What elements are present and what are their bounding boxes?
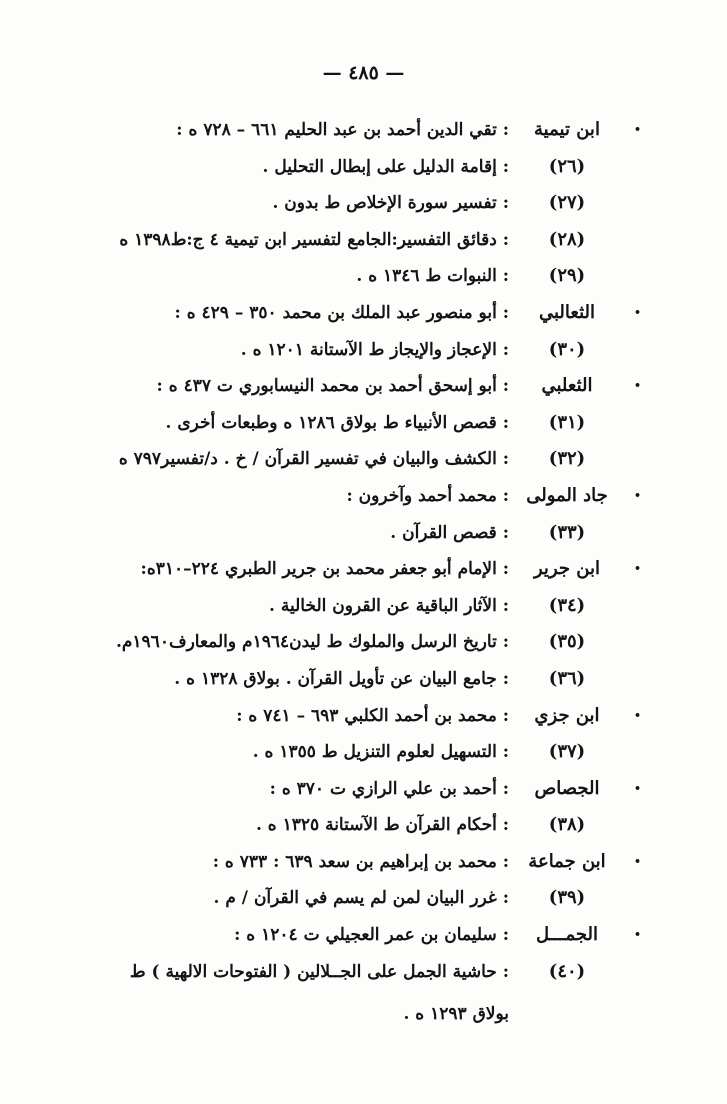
entry-label: • ابن جرير bbox=[503, 551, 631, 587]
entry-text: بولاق ١٢٩٣ ه . bbox=[403, 1004, 509, 1025]
entry-text: : الإعجاز والإيجاز ط الآستانة ١٢٠١ ه . bbox=[240, 339, 509, 360]
entry-row bbox=[0, 624, 727, 661]
entry-row bbox=[0, 880, 727, 917]
entry-label: (٣٦) bbox=[548, 667, 586, 689]
entry-text: : سليمان بن عمر العجيلي ت ١٢٠٤ ه : bbox=[234, 925, 509, 946]
entry-text: : غرر البيان لمن لم يسم في القرآن / م . bbox=[213, 888, 509, 909]
entry-row bbox=[0, 515, 727, 552]
entry-label: (٢٨) bbox=[548, 228, 586, 250]
entry-label: • ابن تيمية bbox=[503, 112, 631, 148]
entry-row bbox=[0, 258, 727, 295]
entry-row bbox=[0, 844, 727, 881]
entry-text: : محمد بن أحمد الكلبي ٦٩٣ – ٧٤١ ه : bbox=[236, 705, 509, 726]
entry-row bbox=[0, 551, 727, 588]
entry-label: (٢٩) bbox=[548, 265, 586, 287]
entry-label: (٣٢) bbox=[548, 448, 586, 470]
entry-row bbox=[0, 441, 727, 478]
entry-text: : النبوات ط ١٣٤٦ ه . bbox=[356, 266, 509, 287]
entry-text: : قصص القرآن . bbox=[390, 522, 509, 543]
entry-text: : الكشف والبيان في تفسير القرآن / خ . د/تفسير٧٩٧ ه bbox=[118, 449, 509, 470]
entry-label: • الثعالبي bbox=[503, 295, 631, 331]
entry-row bbox=[0, 332, 727, 369]
entry-label: • جاد المولى bbox=[503, 478, 631, 514]
entry-row bbox=[0, 917, 727, 954]
entry-label: (٣٩) bbox=[548, 887, 586, 909]
entry-label: (٣٣) bbox=[548, 521, 586, 543]
entry-row bbox=[0, 112, 727, 149]
entry-row-continuation bbox=[0, 990, 727, 1038]
entry-row bbox=[0, 661, 727, 698]
entry-label: (٣٥) bbox=[548, 631, 586, 653]
entry-row bbox=[0, 698, 727, 735]
entry-label: (٢٦) bbox=[548, 155, 586, 177]
entry-label: (٣٤) bbox=[548, 594, 586, 616]
entry-row bbox=[0, 368, 727, 405]
entry-text: : التسهيل لعلوم التنزيل ط ١٣٥٥ ه . bbox=[252, 742, 509, 763]
entry-text: : أبو منصور عبد الملك بن محمد ٣٥٠ – ٤٢٩ ه : bbox=[174, 302, 509, 323]
entry-label: • الجمـــل bbox=[503, 917, 631, 953]
entry-text: : تفسير سورة الإخلاص ط بدون . bbox=[272, 193, 509, 214]
entry-label: (٣١) bbox=[548, 411, 586, 433]
entry-text: : الإمام أبو جعفر محمد بن جرير الطبري ٢٢٤–٣١٠ه: bbox=[140, 559, 509, 580]
entry-row bbox=[0, 771, 727, 808]
entry-text: : حاشية الجمل على الجــلالين ( الفتوحات الالهية ) ط bbox=[129, 961, 509, 982]
entry-text: : محمد أحمد وآخرون : bbox=[346, 485, 509, 506]
entry-text: : إقامة الدليل على إبطال التحليل . bbox=[262, 156, 509, 177]
entry-text: : أبو إسحق أحمد بن محمد النيسابوري ت ٤٣٧ ه : bbox=[156, 376, 509, 397]
entry-label: • الثعلبي bbox=[503, 368, 631, 404]
entry-label: (٢٧) bbox=[548, 192, 586, 214]
entry-row bbox=[0, 222, 727, 259]
entry-text: : تاريخ الرسل والملوك ط ليدن١٩٦٤م والمعارف١٩٦٠م. bbox=[115, 632, 509, 653]
entry-label: (٣٨) bbox=[548, 814, 586, 836]
entry-label: (٤٠) bbox=[548, 960, 586, 982]
entry-text: : دقائق التفسير:الجامع لتفسير ابن تيمية ٤ ج:ط١٣٩٨ ه bbox=[119, 229, 509, 250]
entry-row bbox=[0, 295, 727, 332]
entry-row bbox=[0, 149, 727, 186]
entry-text: : تقي الدين أحمد بن عبد الحليم ٦٦١ – ٧٢٨ ه : bbox=[176, 120, 509, 140]
entry-row bbox=[0, 588, 727, 625]
bibliography-list bbox=[0, 112, 727, 1038]
entry-label: (٣٠) bbox=[548, 338, 586, 360]
entry-row bbox=[0, 807, 727, 844]
entry-text: : قصص الأنبياء ط بولاق ١٢٨٦ ه وطبعات أخرى . bbox=[165, 412, 509, 433]
entry-text: : الآثار الباقية عن القرون الخالية . bbox=[269, 595, 509, 616]
page-number: — ٤٨٥ — bbox=[322, 62, 405, 84]
entry-label: • الجصاص bbox=[503, 771, 631, 807]
entry-text: : أحمد بن علي الرازي ت ٣٧٠ ه : bbox=[269, 778, 509, 799]
entry-row bbox=[0, 405, 727, 442]
entry-row bbox=[0, 185, 727, 222]
entry-row bbox=[0, 954, 727, 991]
entry-text: : أحكام القرآن ط الآستانة ١٣٢٥ ه . bbox=[255, 815, 509, 836]
entry-row bbox=[0, 734, 727, 771]
entry-text: : محمد بن إبراهيم بن سعد ٦٣٩ : ٧٣٣ ه : bbox=[212, 851, 509, 872]
entry-label: (٣٧) bbox=[548, 741, 586, 763]
entry-row bbox=[0, 478, 727, 515]
entry-text: : جامع البيان عن تأويل القرآن . بولاق ١٣٢٨ ه . bbox=[174, 668, 509, 689]
entry-label: • ابن جزي bbox=[503, 698, 631, 734]
entry-label: • ابن جماعة bbox=[503, 844, 631, 880]
